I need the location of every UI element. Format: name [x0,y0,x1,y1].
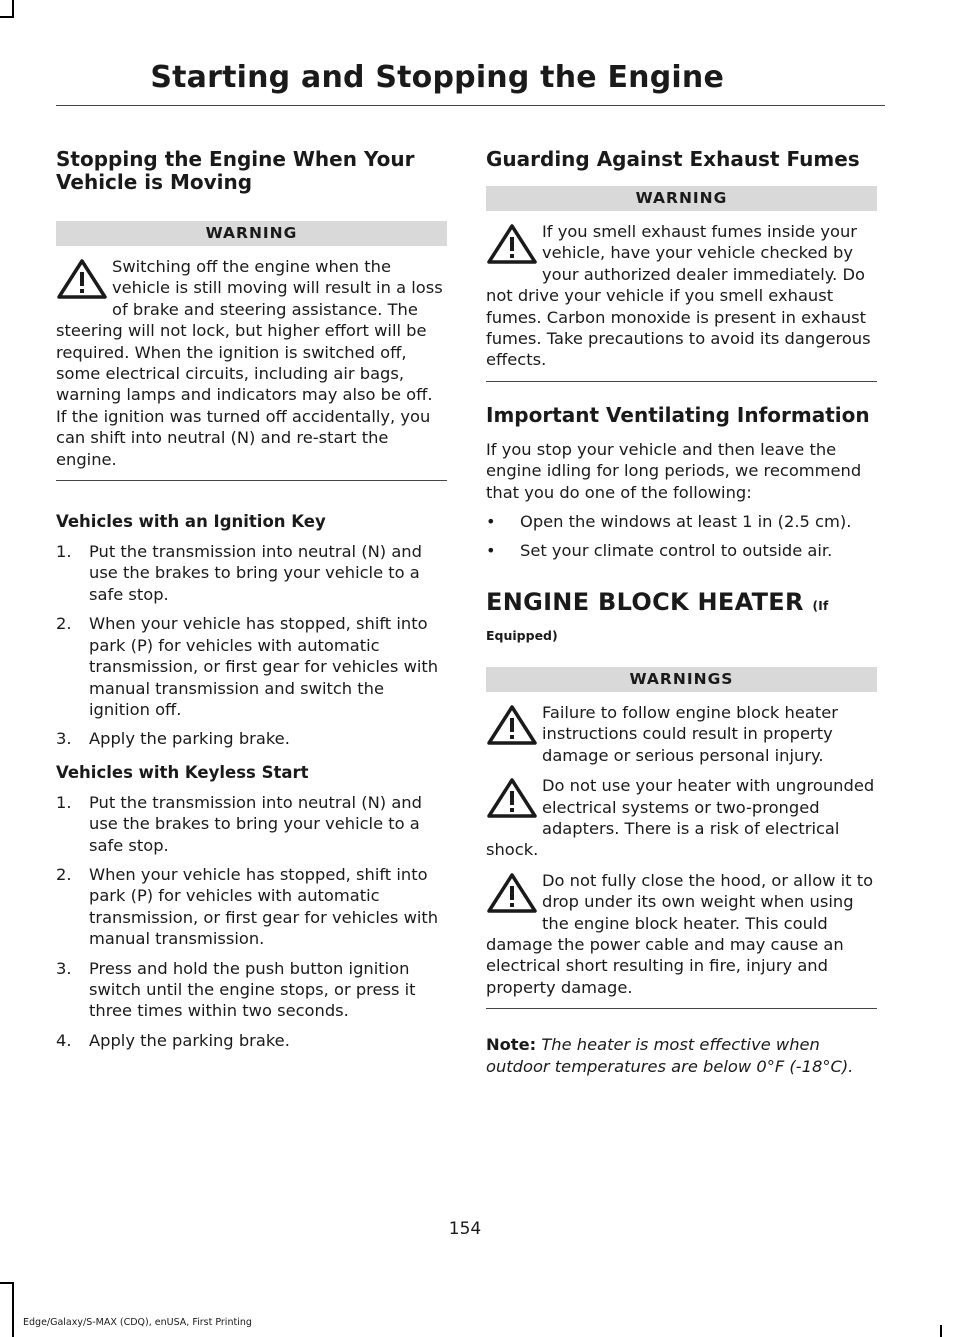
footer-text: Edge/Galaxy/S-MAX (CDQ), enUSA, First Printing [23,1317,252,1328]
warning-divider [486,1008,877,1009]
crop-mark [940,1325,942,1337]
warning-text: Switching off the engine when the vehicle is still moving will result in a loss of brake and steering assistance. The steering will not lock, but higher effort will be required. When the ignition is switched off, some electrical circuits, including air bags, warning lamps and indicators may also be off. If the ignition was turned off accidentally, you can shift into neutral (N) and re-start the engine. [56,257,443,469]
page-number: 154 [448,1219,482,1239]
warning-triangle-icon [486,777,538,819]
left-column [56,148,447,1051]
warning-text: If you smell exhaust fumes inside your vehicle, have your vehicle checked by your authorized dealer immediately. Do not drive your vehicle if you smell exhaust fumes. Carbon monoxide is present in exhaust fumes. Take precautions to avoid its dangerous effects. [486,222,871,370]
subheading-ignition-key: Vehicles with an Ignition Key [56,512,326,532]
header-divider [56,105,885,106]
list-item: 2. When your vehicle has stopped, shift into park (P) for vehicles with automatic transmission, or first gear for vehicles with manual transmission and switch the ignition off. [56,614,439,719]
list-item: 2. When your vehicle has stopped, shift into park (P) for vehicles with automatic transmission, or first gear for vehicles with manual transmission. [56,864,439,949]
warning-divider [56,480,447,481]
warning-item [486,870,877,998]
list-item: 1. Put the transmission into neutral (N) and use the brakes to bring your vehicle to a safe stop. [56,542,422,604]
warning-box [486,186,877,382]
warning-box [56,221,447,481]
equipped-note: Equipped) [486,627,558,643]
warning-label: WARNING [486,186,877,211]
warning-item [56,256,447,470]
ignition-key-steps [56,541,447,750]
section-heading-ventilating: Important Ventilating Information [486,402,870,427]
right-column [486,148,877,1077]
ventilating-intro: If you stop your vehicle and then leave the engine idling for long periods, we recommend that you do one of the following: [486,439,862,502]
page-title: Starting and Stopping the Engine [150,60,724,95]
warning-label: WARNING [56,221,447,246]
section-heading-engine-block-heater: ENGINE BLOCK HEATER (If [486,587,829,616]
warning-triangle-icon [486,223,538,265]
list-item: 3. Press and hold the push button ignition switch until the engine stops, or press it three times within two seconds. [56,958,416,1021]
warning-triangle-icon [486,704,538,746]
warning-divider [486,381,877,382]
warnings-label: WARNINGS [486,667,877,692]
crop-mark [12,1282,14,1337]
list-item: • Set your climate control to outside air. [486,541,833,561]
list-item: 3. Apply the parking brake. [56,729,290,749]
note [486,1034,877,1077]
list-item: 4. Apply the parking brake. [56,1030,290,1050]
warning-text: Do not fully close the hood, or allow it to drop under its own weight when using the engine block heater. This could damage the power cable and may cause an electrical short resulting in fire, injury and property damage. [486,870,874,997]
ventilating-bullets [486,511,877,562]
list-item: • Open the windows at least 1 in (2.5 cm). [486,512,852,532]
warning-item [486,775,877,861]
warning-text: Do not use your heater with ungrounded electrical systems or two-pronged adapters. There is a risk of electrical shock. [486,776,875,860]
keyless-start-steps [56,792,447,1051]
list-item: 1. Put the transmission into neutral (N) and use the brakes to bring your vehicle to a safe stop. [56,792,422,855]
section-heading-exhaust: Guarding Against Exhaust Fumes [486,147,860,171]
warning-text: Failure to follow engine block heater instructions could result in property damage or serious personal injury. [542,702,838,765]
warning-item [486,221,877,371]
crop-mark [0,16,14,18]
subheading-keyless-start: Vehicles with Keyless Start [56,762,309,782]
warning-triangle-icon [486,872,538,914]
crop-mark [0,1282,14,1284]
note-label: Note: [486,1035,537,1055]
warning-item [486,702,877,766]
section-heading-stopping: Stopping the Engine When Your Vehicle is Moving [56,147,415,194]
warning-triangle-icon [56,258,108,300]
note-text: The heater is most effective when outdoor temperatures are below 0°F (-18°C). [486,1035,854,1076]
warnings-box [486,667,877,1009]
